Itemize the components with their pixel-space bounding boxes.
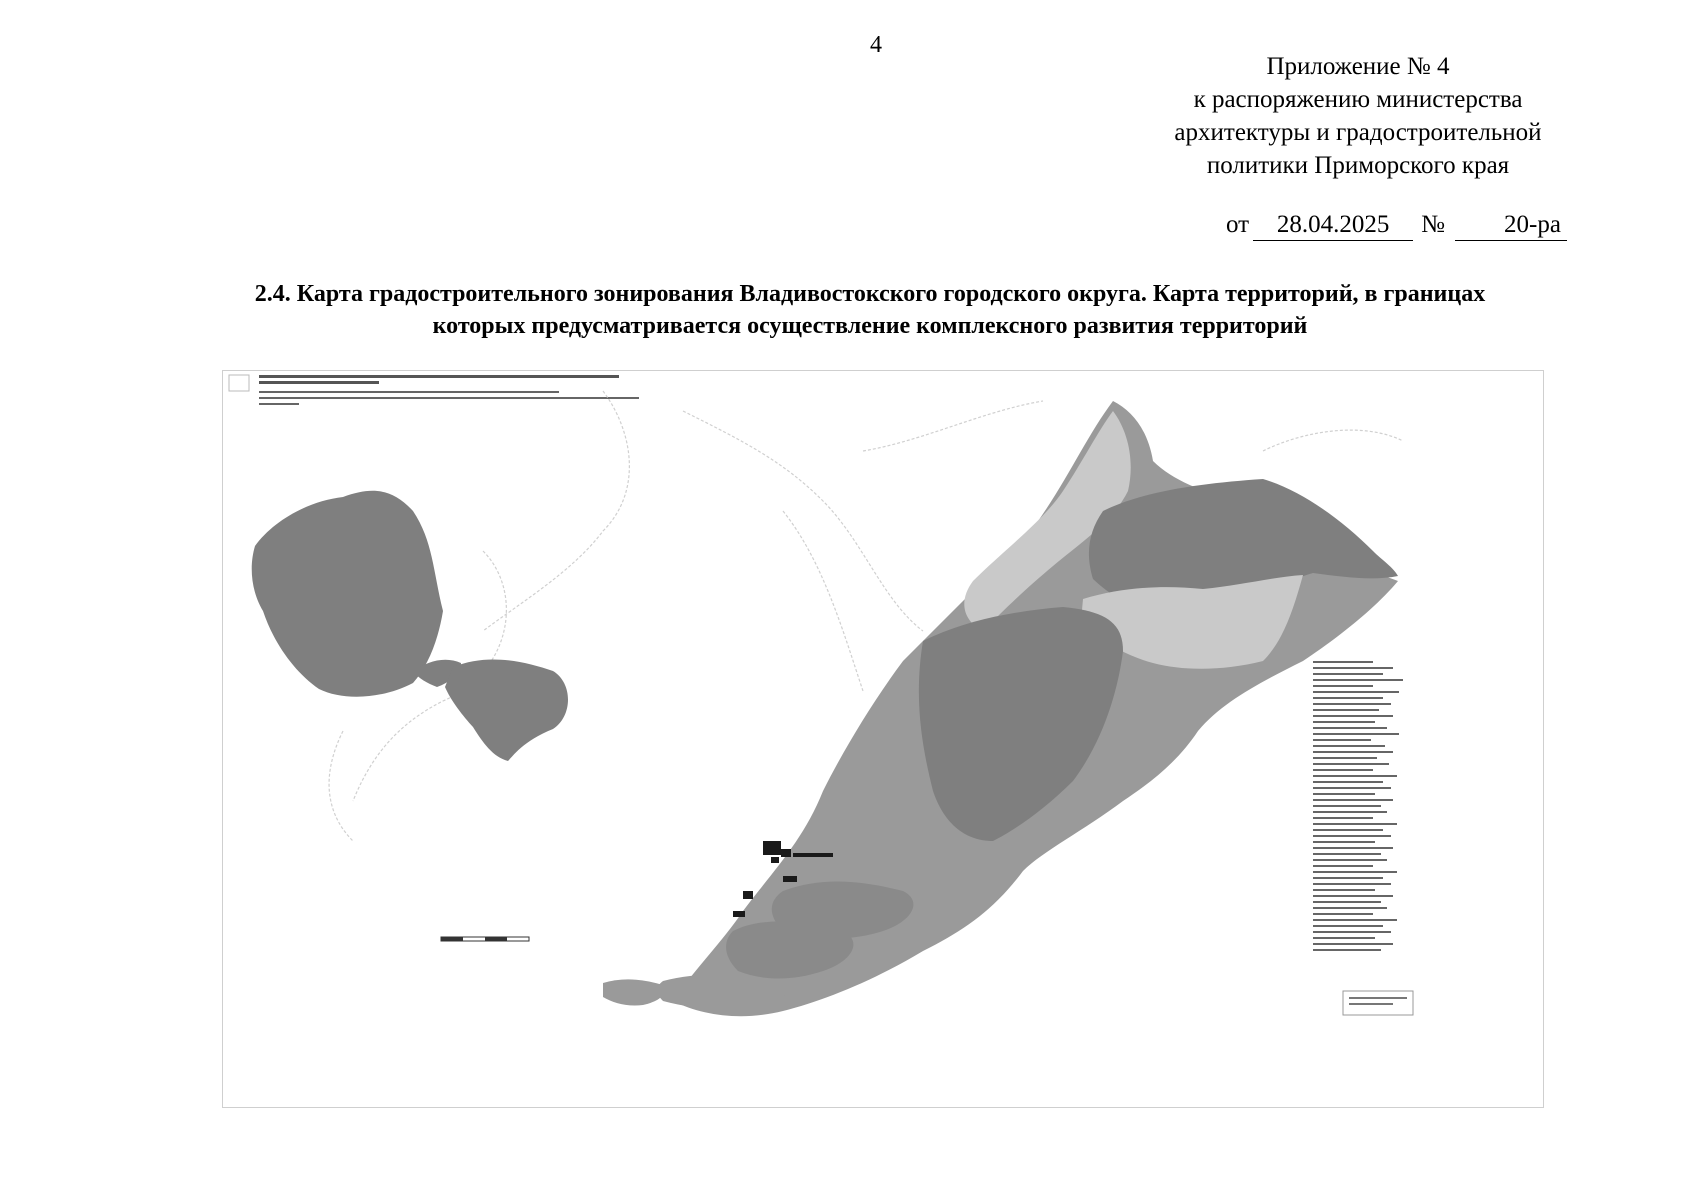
appendix-line-3: архитектуры и градостроительной <box>1174 119 1542 146</box>
zoning-map <box>222 370 1544 1108</box>
map-header-block <box>229 375 639 405</box>
title-line-2: которых предусматривается осуществление комплексного развития территорий <box>432 313 1308 339</box>
appendix-line-2: к распоряжению министерства <box>1193 86 1523 113</box>
scale-bar <box>441 937 529 941</box>
appendix-line-4: политики Приморского края <box>1206 152 1510 179</box>
island-south-2 <box>603 979 665 1005</box>
title-line-1: 2.4. Карта градостроительного зонирования Владивостокского городского округа. Карта территорий, в границах <box>254 281 1486 307</box>
island-south-1 <box>657 974 787 1009</box>
decree-date-line <box>1226 210 1567 241</box>
zoning-map-graphic <box>223 371 1543 1107</box>
appendix-header <box>1128 50 1588 182</box>
island-west-large <box>252 491 443 697</box>
map-stamp <box>1343 991 1413 1015</box>
map-legend <box>1313 661 1403 951</box>
page-number: 4 <box>870 32 882 58</box>
decree-number: 20-ра <box>1455 210 1567 241</box>
number-sign: № <box>1421 211 1445 238</box>
document-title <box>120 278 1620 342</box>
island-west-small <box>445 659 568 761</box>
date-prefix: от <box>1226 211 1250 238</box>
appendix-line-1: Приложение № 4 <box>1266 53 1450 80</box>
decree-date: 28.04.2025 <box>1253 210 1413 241</box>
